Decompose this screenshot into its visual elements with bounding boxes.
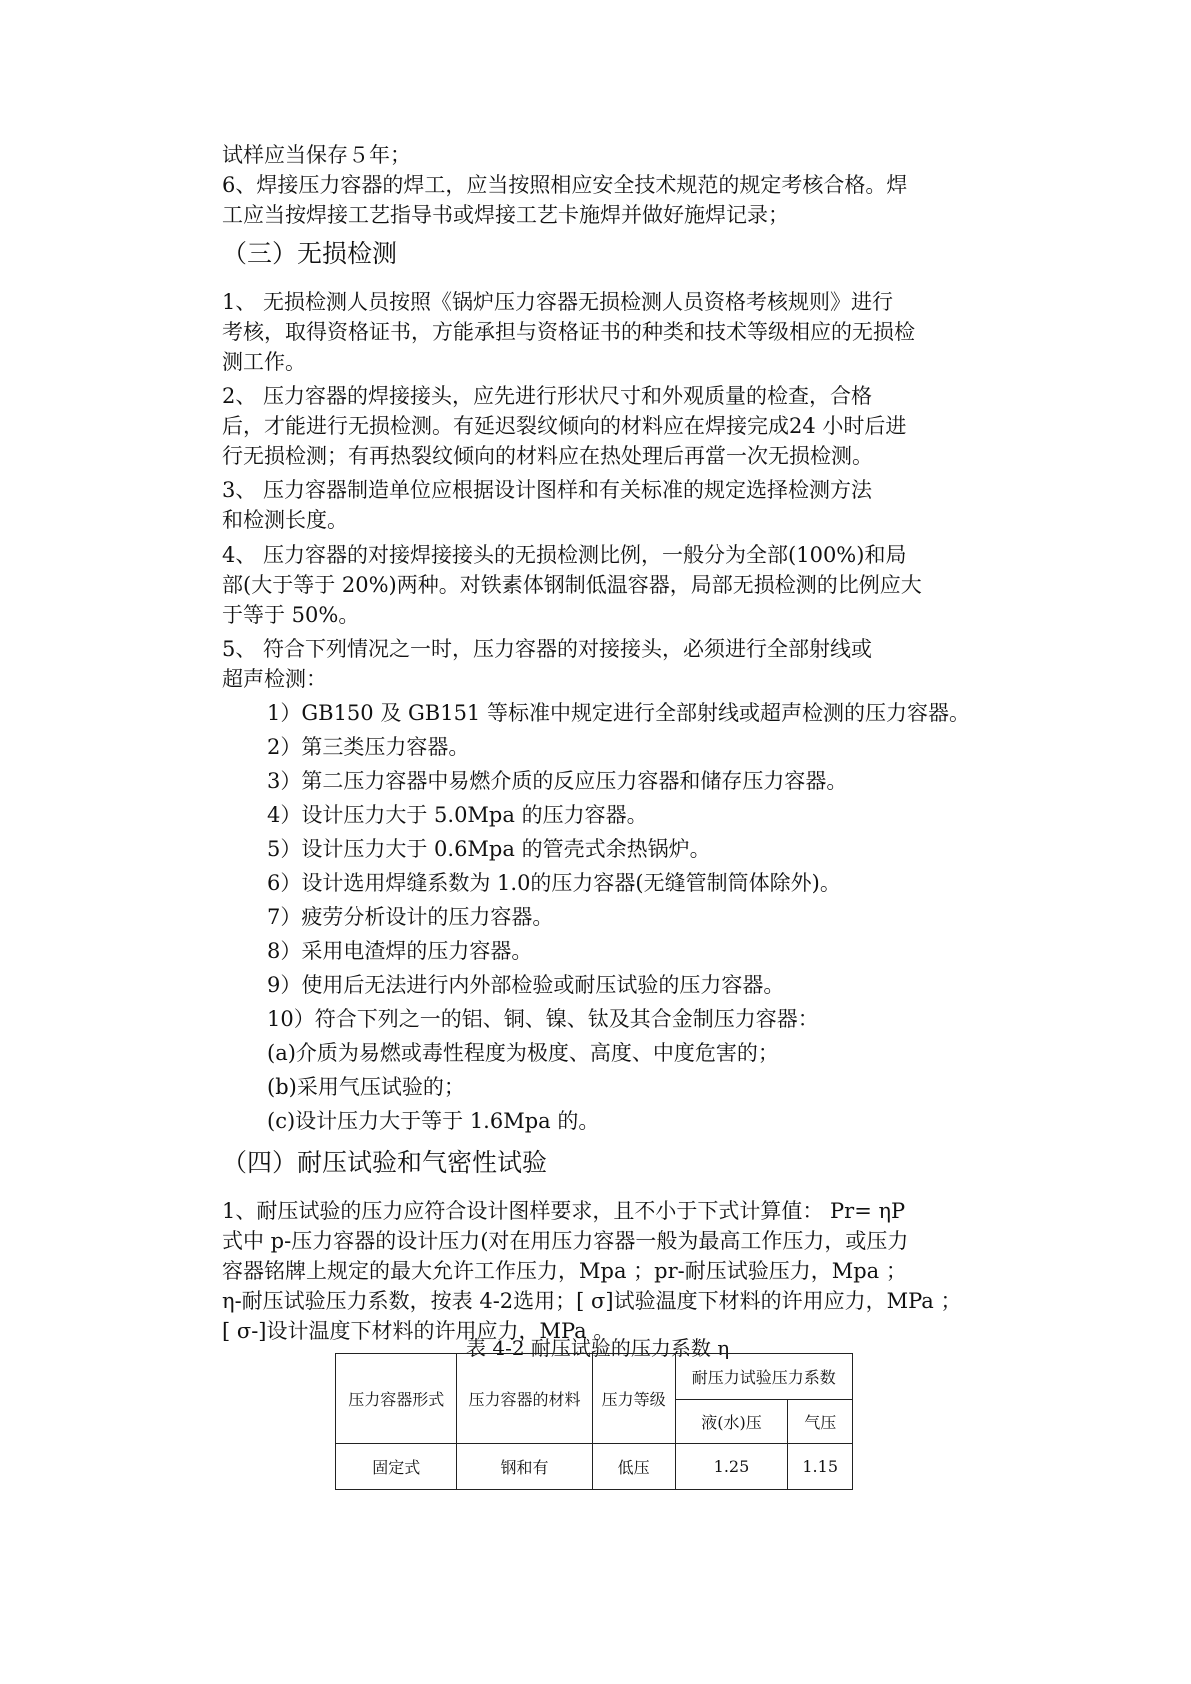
text-line: [ σ-]设计温度下材料的许用应力，MPa 。 xyxy=(222,1319,615,1343)
section-heading: （四）耐压试验和气密性试验 xyxy=(222,1148,548,1177)
table-header-cell: 压力等级 xyxy=(592,1354,675,1444)
list-item: 3）第二压力容器中易燃介质的反应压力容器和储存压力容器。 xyxy=(267,769,848,793)
list-item: 7）疲劳分析设计的压力容器。 xyxy=(267,905,554,929)
text-line: 和检测长度。 xyxy=(222,508,348,532)
text-line: η-耐压试验压力系数，按表 4-2选用；[ σ]试验温度下材料的许用应力，MPa ； xyxy=(222,1289,962,1313)
table-header-cell: 耐压力试验压力系数 xyxy=(675,1354,852,1400)
table-header-cell: 压力容器形式 xyxy=(336,1354,457,1444)
list-item: (a)介质为易燃或毒性程度为极度、高度、中度危害的； xyxy=(267,1041,779,1065)
table-row xyxy=(336,1444,853,1490)
table-cell: 1.15 xyxy=(788,1444,853,1490)
text-line: 式中 p-压力容器的设计压力(对在用压力容器一般为最高工作压力，或压力 xyxy=(222,1229,909,1253)
list-item: 6）设计选用焊缝系数为 1.0的压力容器(无缝管制筒体除外)。 xyxy=(267,871,841,895)
text-line: 于等于 50%。 xyxy=(222,603,360,627)
list-item: 2）第三类压力容器。 xyxy=(267,735,470,759)
list-item: 9）使用后无法进行内外部检验或耐压试验的压力容器。 xyxy=(267,973,785,997)
text-line: 部(大于等于 20%)两种。对铁素体钢制低温容器，局部无损检测的比例应大 xyxy=(222,573,922,597)
text-line: 容器铭牌上规定的最大允许工作压力，Mpa ；pr-耐压试验压力，Mpa ； xyxy=(222,1259,907,1283)
pressure-coefficient-table xyxy=(335,1353,853,1490)
text-line: 5、 符合下列情况之一时，压力容器的对接接头，必须进行全部射线或 xyxy=(222,637,873,661)
list-item: 4）设计压力大于 5.0Mpa 的压力容器。 xyxy=(267,803,648,827)
table-caption: 表 4-2 耐压试验的压力系数 η xyxy=(466,1336,730,1360)
table-cell: 钢和有 xyxy=(457,1444,592,1490)
text-line: 后，才能进行无损检测。有延迟裂纹倾向的材料应在焊接完成24 小时后进 xyxy=(222,414,907,438)
list-item: (b)采用气压试验的； xyxy=(267,1075,465,1099)
list-item: (c)设计压力大于等于 1.6Mpa 的。 xyxy=(267,1109,600,1133)
text-line: 3、 压力容器制造单位应根据设计图样和有关标准的规定选择检测方法 xyxy=(222,478,873,502)
list-item: 10）符合下列之一的铝、铜、镍、钛及其合金制压力容器： xyxy=(267,1007,819,1031)
text-line: 行无损检测；有再热裂纹倾向的材料应在热处理后再當一次无损检测。 xyxy=(222,444,873,468)
text-line: 考核，取得资格证书，方能承担与资格证书的种类和技术等级相应的无损检 xyxy=(222,320,915,344)
list-item: 1）GB150 及 GB151 等标准中规定进行全部射线或超声检测的压力容器。 xyxy=(267,701,970,725)
list-item: 5）设计压力大于 0.6Mpa 的管壳式余热锅炉。 xyxy=(267,837,711,861)
text-line: 工应当按焊接工艺指导书或焊接工艺卡施焊并做好施焊记录； xyxy=(222,203,789,227)
table-cell: 1.25 xyxy=(675,1444,788,1490)
text-line: 1、耐压试验的压力应符合设计图样要求，且不小于下式计算值： Pr= ηP xyxy=(222,1199,906,1223)
text-line: 超声检测： xyxy=(222,667,327,691)
table-header-cell: 压力容器的材料 xyxy=(457,1354,592,1444)
text-line: 2、 压力容器的焊接接头，应先进行形状尺寸和外观质量的检查，合格 xyxy=(222,384,873,408)
list-item: 8）采用电渣焊的压力容器。 xyxy=(267,939,533,963)
text-line: 1、 无损检测人员按照《锅炉压力容器无损检测人员资格考核规则》进行 xyxy=(222,290,894,314)
text-line: 4、 压力容器的对接焊接接头的无损检测比例，一般分为全部(100%)和局 xyxy=(222,543,907,567)
text-line: 6、焊接压力容器的焊工，应当按照相应安全技术规范的规定考核合格。焊 xyxy=(222,173,908,197)
section-heading: （三）无损检测 xyxy=(222,239,398,268)
table-cell: 低压 xyxy=(592,1444,675,1490)
table-header-cell: 液(水)压 xyxy=(675,1400,788,1444)
table-cell: 固定式 xyxy=(336,1444,457,1490)
table-header-cell: 气压 xyxy=(788,1400,853,1444)
text-line: 试样应当保存５年； xyxy=(222,143,411,167)
text-line: 测工作。 xyxy=(222,350,306,374)
